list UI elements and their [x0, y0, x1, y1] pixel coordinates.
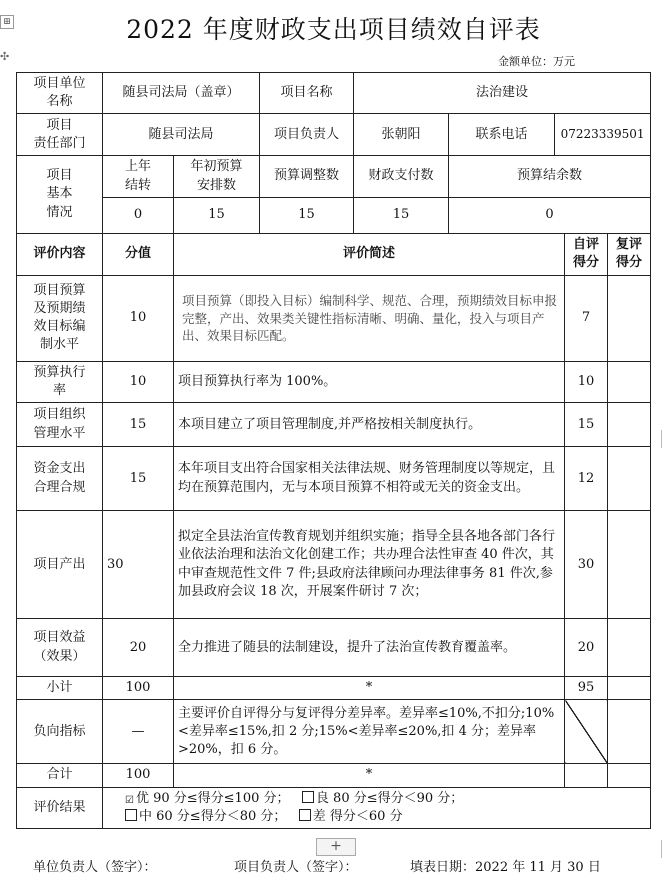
unit-name-value: 随县司法局（盖章）: [103, 73, 260, 114]
result-options: [103, 787, 651, 828]
basic-col-balance: 预算结余数: [449, 156, 651, 197]
basic-value-carryover: 0: [103, 197, 174, 233]
row-score: 10: [103, 361, 174, 402]
row-desc: 本项目建立了项目管理制度,并严格按相关制度执行。: [174, 403, 565, 447]
table-row: [17, 447, 651, 511]
eval-self-header: 自评 得分: [565, 233, 608, 275]
row-score: 30: [103, 511, 174, 619]
table-handle-icon[interactable]: ⊞: [0, 15, 14, 29]
eval-desc-header: 评价简述: [174, 233, 565, 275]
row-desc: 全力推进了随县的法制建设，提升了法治宣传教育覆盖率。: [174, 619, 565, 677]
row-review-score: [608, 361, 651, 402]
subtotal-score: 100: [103, 677, 174, 700]
basic-col-adjustment: 预算调整数: [260, 156, 354, 197]
row-self-score: 20: [565, 619, 608, 677]
row-desc: 项目预算（即投入目标）编制科学、规范、合理，预期绩效目标申报完整，产出、效果类关键性指标清晰、明确、量化，投入与项目产出、效果目标匹配。: [174, 275, 565, 361]
row-score: 15: [103, 447, 174, 511]
row-content: 项目效益 （效果）: [17, 619, 103, 677]
eval-score-header: 分值: [103, 233, 174, 275]
table-row: [17, 511, 651, 619]
row-content: 项目产出: [17, 511, 103, 619]
unit-name-label: 项目单位 名称: [17, 73, 103, 114]
basic-value-adjustment: 15: [260, 197, 354, 233]
phone-label: 联系电话: [449, 114, 555, 156]
row-score: 20: [103, 619, 174, 677]
row-self-score: 15: [565, 403, 608, 447]
phone-value: 07223339501: [555, 114, 651, 156]
result-option-medium: 中 60 分≤得分＜80 分；: [139, 808, 287, 824]
checkbox-icon[interactable]: [302, 791, 314, 803]
subtotal-label: 小计: [17, 677, 103, 700]
total-desc: *: [174, 764, 565, 787]
project-name-label: 项目名称: [260, 73, 354, 114]
row-content: 预算执行 率: [17, 361, 103, 402]
row-desc: 项目预算执行率为 100%。: [174, 361, 565, 402]
dept-label: 项目 责任部门: [17, 114, 103, 156]
eval-content-header: 评价内容: [17, 233, 103, 275]
row-content: 项目组织 管理水平: [17, 403, 103, 447]
row-self-score: 30: [565, 511, 608, 619]
row-review-score: [608, 447, 651, 511]
negative-indicator-desc: 主要评价自评得分与复评得分差异率。差异率≤10%,不扣分;10%<差异率≤15%,扣 2 分;15%<差异率≤20%,扣 4 分；差异率>20%，扣 6 分。: [174, 700, 565, 764]
row-score: 10: [103, 275, 174, 361]
scroll-marker: [661, 430, 667, 448]
negative-indicator-label: 负向指标: [17, 700, 103, 764]
amount-unit: 金额单位：万元: [498, 55, 575, 68]
row-review-score: [608, 511, 651, 619]
total-label: 合计: [17, 764, 103, 787]
row-content: 资金支出 合理合规: [17, 447, 103, 511]
row-score: 15: [103, 403, 174, 447]
scroll-marker: [661, 840, 667, 858]
table-row: [17, 275, 651, 361]
result-option-good: 良 80 分≤得分＜90 分；: [315, 790, 464, 806]
fill-date: 填表日期：2022 年 11 月 30 日: [410, 860, 601, 875]
leader-value: 张朝阳: [354, 114, 449, 156]
row-self-score: 7: [565, 275, 608, 361]
plus-icon[interactable]: +: [316, 838, 356, 856]
row-content: 项目预算 及预期绩 效目标编 制水平: [17, 275, 103, 361]
row-review-score: [608, 619, 651, 677]
subtotal-desc: *: [174, 677, 565, 700]
basic-value-balance: 0: [449, 197, 651, 233]
row-desc: 本年项目支出符合国家相关法律法规、财务管理制度以等规定，且均在预算范围内，无与本项目预算不相符或无关的资金支出。: [174, 447, 565, 511]
table-row: [17, 403, 651, 447]
unit-leader-signature: 单位负责人（签字）：: [33, 860, 157, 875]
page-title: 2022 年度财政支出项目绩效自评表: [126, 15, 541, 44]
eval-review-header: 复评 得分: [608, 233, 651, 275]
basic-value-initial-budget: 15: [174, 197, 260, 233]
row-self-score: 12: [565, 447, 608, 511]
basic-info-label: 项目 基本 情况: [17, 156, 103, 233]
checked-box-icon[interactable]: ☑: [125, 794, 134, 806]
total-score: 100: [103, 764, 174, 787]
basic-col-initial-budget: 年初预算 安排数: [174, 156, 260, 197]
evaluation-table: [16, 72, 651, 829]
subtotal-self-score: 95: [565, 677, 608, 700]
project-name-value: 法治建设: [354, 73, 651, 114]
table-row: [17, 361, 651, 402]
basic-value-payment: 15: [354, 197, 449, 233]
result-label: 评价结果: [17, 787, 103, 828]
total-review-score: [608, 764, 651, 787]
basic-col-payment: 财政支付数: [354, 156, 449, 197]
leader-label: 项目负责人: [260, 114, 354, 156]
negative-indicator-score: —: [103, 700, 174, 764]
result-option-poor: 差 得分＜60 分: [312, 808, 403, 824]
row-self-score: 10: [565, 361, 608, 402]
checkbox-icon[interactable]: [125, 809, 137, 821]
negative-review-cell: [608, 700, 651, 764]
table-row: [17, 619, 651, 677]
total-self-score: [565, 764, 608, 787]
row-desc: 拟定全县法治宣传教育规划并组织实施；指导全县各地各部门各行业依法治理和法治文化创建工作；共办理合法性审查 40 件次，其中审查规范性文件 7 件;县政府法律顾问办理法律事务 81 件次,参加县政府会议 18 次，开展案件研讨 7 次；: [174, 511, 565, 619]
checkbox-icon[interactable]: [299, 809, 311, 821]
move-arrows-icon[interactable]: ✣: [0, 50, 10, 63]
row-review-score: [608, 403, 651, 447]
dept-value: 随县司法局: [103, 114, 260, 156]
result-option-excellent: 优 90 分≤得分≤100 分；: [135, 790, 290, 806]
row-review-score: [608, 275, 651, 361]
basic-col-carryover: 上年 结转: [103, 156, 174, 197]
project-leader-signature: 项目负责人（签字）：: [234, 860, 358, 875]
diagonal-cell-self: [565, 700, 608, 764]
subtotal-review-score: [608, 677, 651, 700]
